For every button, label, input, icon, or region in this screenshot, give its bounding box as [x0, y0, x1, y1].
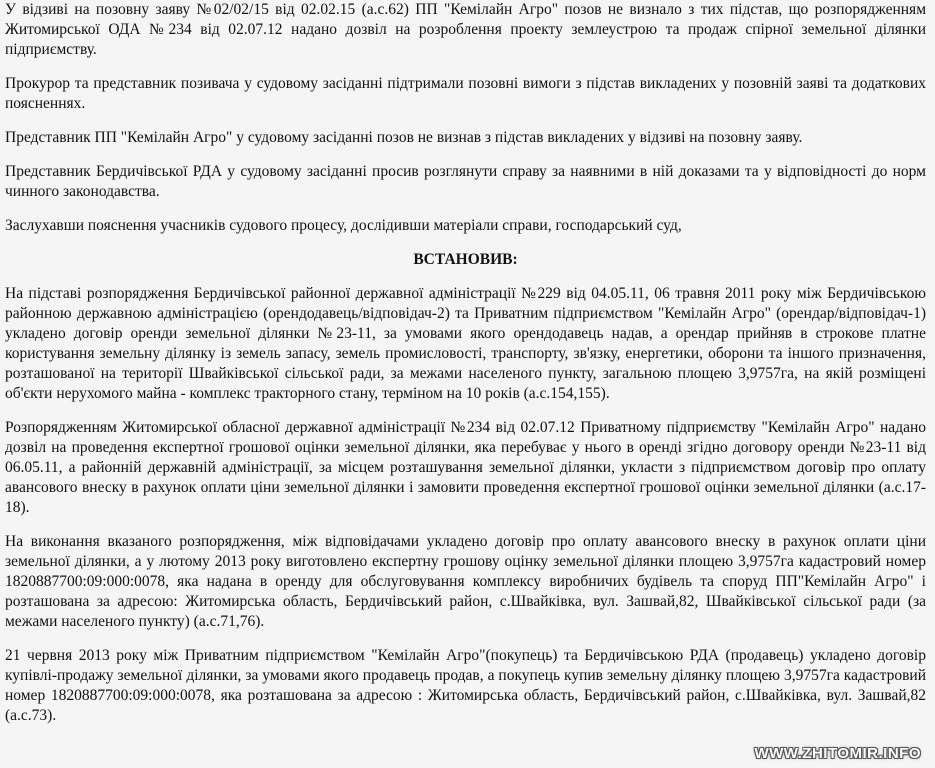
- paragraph-sale-contract: 21 червня 2013 року між Приватним підприємством "Кемілайн Агро"(покупець) та Бердичівською РДА (продавець) укладено договір купівлі-продажу земельної ділянки, за умовами якого продавець продав, а покупець купив земельну ділянку площею 3,9757га кадастровий номер 1820887700:09:000:0078, яка розташована за адресою : Житомирська область, Бердичівський район, с.Швайківка, вул. Зашвай,82 (а.с.73).: [5, 647, 926, 724]
- paragraph-prosecutor-position: Прокурор та представник позивача у судовому засіданні підтримали позовні вимоги з підстав викладених у позовній заяві та додаткових поясненнях.: [5, 75, 926, 112]
- paragraph-rda-representative: Представник Бердичівської РДА у судовому засіданні просив розглянути справу за наявними в ній доказами та у відповідності до норм чинного законодавства.: [5, 163, 926, 200]
- paragraph-pp-representative: Представник ПП "Кемілайн Агро" у судовому засіданні позов не визнав з підстав викладених у відзиві на позовну заяву.: [5, 129, 803, 146]
- paragraph-valuation: На виконання вказаного розпорядження, між відповідачами укладено договір про оплату авансового внеску в рахунок оплати ціни земельної ділянки, а у лютому 2013 року виготовлено експертну грошову оцінку земельної ділянки площею 3,9757га кадастровий номер 1820887700:09:000:0078, яка надана в оренду для обслуговування комплексу виробничих будівель та споруд ПП"Кемілайн Агро" і розташована за адресою: Житомирська область, Бердичівський район, с.Швайківка, вул. Зашвай,82, Швайківської сільської ради (за межами населеного пункту) (а.с.71,76).: [5, 533, 926, 630]
- paragraph-lease-agreement: На підставі розпорядження Бердичівської районної державної адміністрації №229 від 04.05.11, 06 травня 2011 року між Бердичівською районною державною адміністрацією (орендодавець/відповідач-2) та Приватним підприємством "Кемілайн Агро" (орендар/відповідач-1) укладено договір оренди земельної ділянки №23-11, за умовами якого орендодавець надав, а орендар прийняв в строкове платне користування земельну ділянку із земель запасу, земель промисловості, транспорту, зв'язку, енергетики, оборони та іншого призначення, розташованої на території Швайківської сільської ради, за межами населеного пункту, загальною площею 3,9757га, на якій розміщені об'єкти нерухомого майна - комплекс тракторного стану, терміном на 10 років (а.с.154,155).: [5, 285, 926, 402]
- paragraph-defendant-response: У відзиві на позовну заяву №02/02/15 від 02.02.15 (а.с.62) ПП "Кемілайн Агро" позов не визнало з тих підстав, що розпорядженням Житомирської ОДА №234 від 02.07.12 надано дозвіл на розроблення проекту землеустрою та продаж спірної земельної ділянки підприємству.: [5, 1, 926, 58]
- site-watermark: WWW.ZHITOMIR.INFO: [754, 745, 921, 762]
- paragraph-having-heard: Заслухавши пояснення учасників судового процесу, дослідивши матеріали справи, господарський суд,: [5, 217, 682, 234]
- paragraph-oda-order: Розпорядженням Житомирської обласної державної адміністрації №234 від 02.07.12 Приватному підприємству "Кемілайн Агро" надано дозвіл на проведення експертної грошової оцінки земельної ділянки, яка перебуває у нього в оренді згідно договору оренди №23-11 від 06.05.11, а районній державній адміністрації, за місцем розташування земельної ділянки, укласти з підприємством договір про оплату авансового внеску в рахунок оплати ціни земельної ділянки і замовити проведення експертної грошової оцінки земельної ділянки (а.с.17-18).: [5, 419, 926, 516]
- document-body: [5, 0, 926, 740]
- section-heading: ВСТАНОВИВ:: [413, 251, 518, 268]
